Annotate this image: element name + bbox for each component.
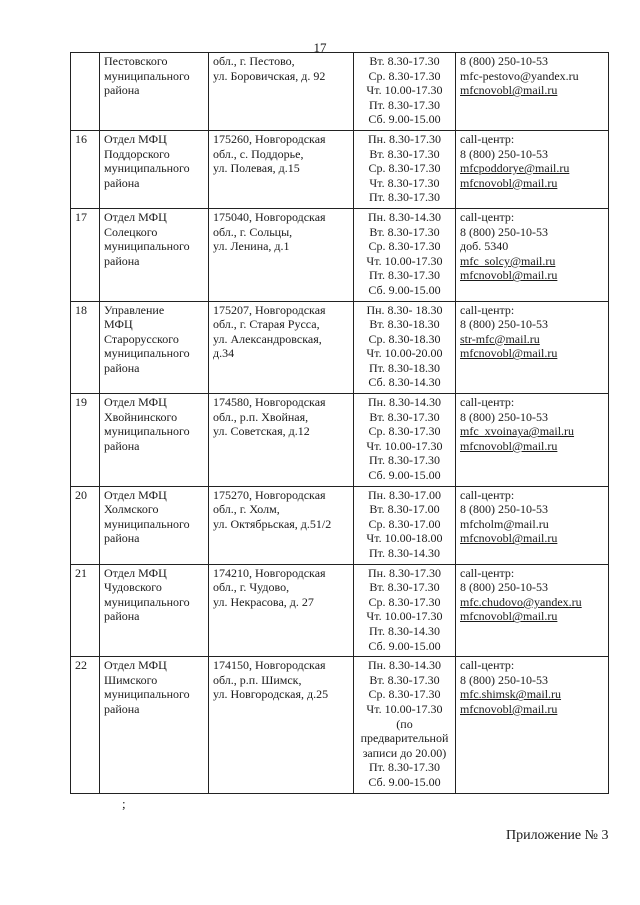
- address-line: обл., р.п. Шимск,: [213, 672, 302, 687]
- hours-line: Ср. 8.30-17.30: [368, 687, 441, 702]
- office-name-cell: [100, 564, 209, 657]
- address-line: ул. Полевая, д.15: [213, 161, 300, 176]
- address-line: обл., с. Поддорье,: [213, 146, 304, 161]
- office-name-line: района: [104, 701, 140, 716]
- hours-line: Сб. 9.00-15.00: [368, 112, 441, 127]
- table-row: [71, 486, 609, 564]
- office-name-line: муниципального: [104, 346, 190, 361]
- hours-line: Чт. 10.00-18.00: [366, 531, 443, 546]
- address-line: 174210, Новгородская: [213, 565, 326, 580]
- contact-line: call-центр:: [460, 487, 515, 502]
- contacts-cell: [456, 130, 609, 208]
- appendix-label: Приложение № 3: [506, 828, 609, 843]
- hours-line: Вт. 8.30-18.30: [369, 317, 440, 332]
- row-number: 18: [71, 301, 100, 394]
- hours-line: Ср. 8.30-17.00: [368, 516, 441, 531]
- hours-line: Вт. 8.30-17.30: [369, 409, 440, 424]
- hours-line: Пт. 8.30-17.30: [368, 97, 440, 112]
- contact-line: call-центр:: [460, 131, 515, 146]
- contact-line: 8 (800) 250-10-53: [460, 54, 548, 68]
- email-link[interactable]: mfc_solcy@mail.ru: [460, 253, 556, 268]
- hours-line: Сб. 9.00-15.00: [368, 468, 441, 483]
- email-link[interactable]: mfcnovobl@mail.ru: [460, 268, 558, 283]
- address-cell: [209, 394, 354, 487]
- row-number: 17: [71, 208, 100, 301]
- address-line: обл., г. Пестово,: [213, 54, 295, 68]
- hours-line: Пт. 8.30-17.30: [368, 760, 440, 775]
- hours-cell: [354, 53, 456, 131]
- hours-line: Вт. 8.30-17.30: [369, 54, 440, 68]
- hours-line: Вт. 8.30-17.30: [369, 224, 440, 239]
- contact-line: call-центр:: [460, 658, 515, 673]
- table-row: [71, 53, 609, 131]
- contact-line: 8 (800) 250-10-53: [460, 580, 548, 595]
- email-link[interactable]: mfcnovobl@mail.ru: [460, 531, 558, 546]
- address-line: 174580, Новгородская: [213, 395, 326, 410]
- address-line: обл., г. Чудово,: [213, 580, 290, 595]
- hours-line: Чт. 8.30-17.30: [369, 175, 440, 190]
- office-name-cell: [100, 301, 209, 394]
- email-link[interactable]: mfcnovobl@mail.ru: [460, 83, 558, 98]
- hours-line: Ср. 8.30-17.30: [368, 239, 441, 254]
- address-line: ул. Советская, д.12: [213, 424, 310, 439]
- table-row: [71, 130, 609, 208]
- table-row: [71, 564, 609, 657]
- contact-line: call-центр:: [460, 395, 515, 410]
- address-line: 175207, Новгородская: [213, 302, 326, 317]
- row-number: 22: [71, 657, 100, 793]
- contact-line: доб. 5340: [460, 239, 509, 254]
- contacts-cell: [456, 394, 609, 487]
- email-link[interactable]: mfc.chudovo@yandex.ru: [460, 594, 582, 609]
- hours-line: Пт. 8.30-17.30: [368, 190, 440, 205]
- row-number: 20: [71, 486, 100, 564]
- email-link[interactable]: mfc_xvoinaya@mail.ru: [460, 424, 575, 439]
- address-line: обл., г. Старая Русса,: [213, 317, 320, 332]
- office-name-line: муниципального: [104, 68, 190, 83]
- address-line: обл., р.п. Хвойная,: [213, 409, 309, 424]
- contact-line: call-центр:: [460, 565, 515, 580]
- email-link[interactable]: mfcnovobl@mail.ru: [460, 701, 558, 716]
- contacts-cell: [456, 657, 609, 793]
- office-name-cell: [100, 53, 209, 131]
- email-link[interactable]: mfcnovobl@mail.ru: [460, 609, 558, 624]
- contacts-cell: [456, 301, 609, 394]
- hours-line: Пт. 8.30-14.30: [368, 546, 440, 560]
- office-name-line: Старорусского: [104, 331, 179, 346]
- hours-line: Вт. 8.30-17.30: [369, 672, 440, 687]
- office-name-line: Поддорского: [104, 146, 170, 161]
- office-name-line: Отдел МФЦ: [104, 487, 167, 502]
- office-name-line: Отдел МФЦ: [104, 658, 167, 673]
- office-name-line: муниципального: [104, 687, 190, 702]
- mfc-offices-table: [70, 52, 609, 794]
- address-cell: [209, 53, 354, 131]
- hours-cell: [354, 301, 456, 394]
- hours-line: Вт. 8.30-17.00: [369, 502, 440, 517]
- office-name-cell: [100, 130, 209, 208]
- table-row: [71, 657, 609, 793]
- address-cell: [209, 301, 354, 394]
- office-name-cell: [100, 208, 209, 301]
- hours-line: Пн. 8.30-14.30: [367, 209, 442, 224]
- row-number: 19: [71, 394, 100, 487]
- hours-line: Чт. 10.00-17.30: [366, 701, 443, 716]
- office-name-line: муниципального: [104, 594, 190, 609]
- email-link[interactable]: mfcnovobl@mail.ru: [460, 346, 558, 361]
- trailing-semicolon: ;: [122, 796, 126, 811]
- hours-line: Пн. 8.30-14.30: [367, 395, 442, 410]
- hours-line: Пн. 8.30- 18.30: [366, 302, 443, 317]
- hours-line: Пн. 8.30-17.30: [367, 131, 442, 146]
- hours-line: Вт. 8.30-17.30: [369, 580, 440, 595]
- office-name-line: района: [104, 438, 140, 453]
- contacts-cell: [456, 486, 609, 564]
- address-cell: [209, 130, 354, 208]
- office-name-line: МФЦ: [104, 317, 133, 332]
- email-link[interactable]: mfcpoddorye@mail.ru: [460, 161, 570, 176]
- contacts-cell: [456, 564, 609, 657]
- row-number: 21: [71, 564, 100, 657]
- office-name-line: Солецкого: [104, 224, 158, 239]
- contact-line: call-центр:: [460, 209, 515, 224]
- hours-line: Пт. 8.30-17.30: [368, 453, 440, 468]
- hours-cell: [354, 394, 456, 487]
- hours-line: Ср. 8.30-17.30: [368, 68, 441, 83]
- office-name-line: района: [104, 531, 140, 546]
- address-cell: [209, 486, 354, 564]
- email-link[interactable]: str-mfc@mail.ru: [460, 331, 540, 346]
- office-name-line: района: [104, 360, 140, 375]
- hours-line: Пн. 8.30-17.00: [367, 487, 442, 502]
- hours-line: Чт. 10.00-20.00: [366, 346, 443, 361]
- hours-line: Ср. 8.30-17.30: [368, 161, 441, 176]
- office-name-line: района: [104, 83, 140, 98]
- address-line: д.34: [213, 346, 235, 361]
- row-number: [71, 53, 100, 131]
- hours-line: Чт. 10.00-17.30: [366, 438, 443, 453]
- office-name-line: муниципального: [104, 516, 190, 531]
- office-name-line: района: [104, 253, 140, 268]
- office-name-cell: [100, 486, 209, 564]
- address-line: обл., г. Холм,: [213, 502, 280, 517]
- contact-line: 8 (800) 250-10-53: [460, 672, 548, 687]
- hours-line: Чт. 10.00-17.30: [366, 609, 443, 624]
- email-link[interactable]: mfcnovobl@mail.ru: [460, 438, 558, 453]
- address-line: ул. Новгородская, д.25: [213, 687, 329, 702]
- office-name-line: Чудовского: [104, 580, 162, 595]
- contact-line: 8 (800) 250-10-53: [460, 502, 548, 517]
- hours-cell: [354, 564, 456, 657]
- address-cell: [209, 564, 354, 657]
- office-name-line: Шимского: [104, 672, 158, 687]
- office-name-line: Холмского: [104, 502, 159, 517]
- address-cell: [209, 208, 354, 301]
- hours-line: записи до 20.00): [362, 745, 447, 760]
- hours-line: Пн. 8.30-14.30: [367, 658, 442, 673]
- office-name-line: Пестовского: [104, 54, 168, 68]
- email-link[interactable]: mfc.shimsk@mail.ru: [460, 687, 562, 702]
- address-line: ул. Октябрьская, д.51/2: [213, 516, 332, 531]
- row-number: 16: [71, 130, 100, 208]
- address-line: 175040, Новгородская: [213, 209, 326, 224]
- hours-cell: [354, 657, 456, 793]
- contact-line: mfcholm@mail.ru: [460, 516, 549, 531]
- contacts-cell: [456, 208, 609, 301]
- hours-line: Ср. 8.30-17.30: [368, 594, 441, 609]
- address-line: обл., г. Сольцы,: [213, 224, 293, 239]
- table-row: [71, 301, 609, 394]
- mfc-offices-table-body: [71, 53, 609, 794]
- address-line: ул. Ленина, д.1: [213, 239, 290, 254]
- page-number: 17: [313, 40, 327, 55]
- hours-line: предварительной: [360, 731, 449, 746]
- hours-line: Сб. 9.00-15.00: [368, 774, 441, 789]
- address-line: 174150, Новгородская: [213, 658, 326, 673]
- office-name-line: Управление: [104, 302, 165, 317]
- hours-line: Вт. 8.30-17.30: [369, 146, 440, 161]
- hours-line: Сб. 9.00-15.00: [368, 282, 441, 297]
- hours-cell: [354, 208, 456, 301]
- office-name-line: Отдел МФЦ: [104, 395, 167, 410]
- hours-line: Чт. 10.00-17.30: [366, 253, 443, 268]
- table-row: [71, 208, 609, 301]
- hours-line: Сб. 8.30-14.30: [368, 375, 441, 390]
- address-line: ул. Боровичская, д. 92: [213, 68, 326, 83]
- office-name-line: Отдел МФЦ: [104, 131, 167, 146]
- hours-line: Чт. 10.00-17.30: [366, 83, 443, 98]
- office-name-line: Хвойнинского: [104, 409, 178, 424]
- address-line: 175270, Новгородская: [213, 487, 326, 502]
- office-name-cell: [100, 394, 209, 487]
- address-line: ул. Александровская,: [213, 331, 322, 346]
- contact-line: call-центр:: [460, 302, 515, 317]
- email-link[interactable]: mfcnovobl@mail.ru: [460, 175, 558, 190]
- hours-line: Ср. 8.30-18.30: [368, 331, 441, 346]
- contact-line: mfc-pestovo@yandex.ru: [460, 68, 579, 83]
- hours-cell: [354, 486, 456, 564]
- hours-line: Пт. 8.30-18.30: [368, 360, 440, 375]
- contacts-cell: [456, 53, 609, 131]
- address-cell: [209, 657, 354, 793]
- hours-cell: [354, 130, 456, 208]
- office-name-cell: [100, 657, 209, 793]
- office-name-line: района: [104, 175, 140, 190]
- hours-line: Сб. 9.00-15.00: [368, 638, 441, 653]
- office-name-line: муниципального: [104, 161, 190, 176]
- office-name-line: муниципального: [104, 424, 190, 439]
- hours-line: Пт. 8.30-17.30: [368, 268, 440, 283]
- contact-line: 8 (800) 250-10-53: [460, 409, 548, 424]
- hours-line: Пт. 8.30-14.30: [368, 623, 440, 638]
- office-name-line: Отдел МФЦ: [104, 565, 167, 580]
- address-line: ул. Некрасова, д. 27: [213, 594, 314, 609]
- contact-line: 8 (800) 250-10-53: [460, 317, 548, 332]
- hours-line: Ср. 8.30-17.30: [368, 424, 441, 439]
- hours-line: Пн. 8.30-17.30: [367, 565, 442, 580]
- table-row: [71, 394, 609, 487]
- office-name-line: района: [104, 609, 140, 624]
- contact-line: 8 (800) 250-10-53: [460, 146, 548, 161]
- contact-line: 8 (800) 250-10-53: [460, 224, 548, 239]
- office-name-line: Отдел МФЦ: [104, 209, 167, 224]
- hours-line: (по: [396, 716, 413, 731]
- address-line: 175260, Новгородская: [213, 131, 326, 146]
- office-name-line: муниципального: [104, 239, 190, 254]
